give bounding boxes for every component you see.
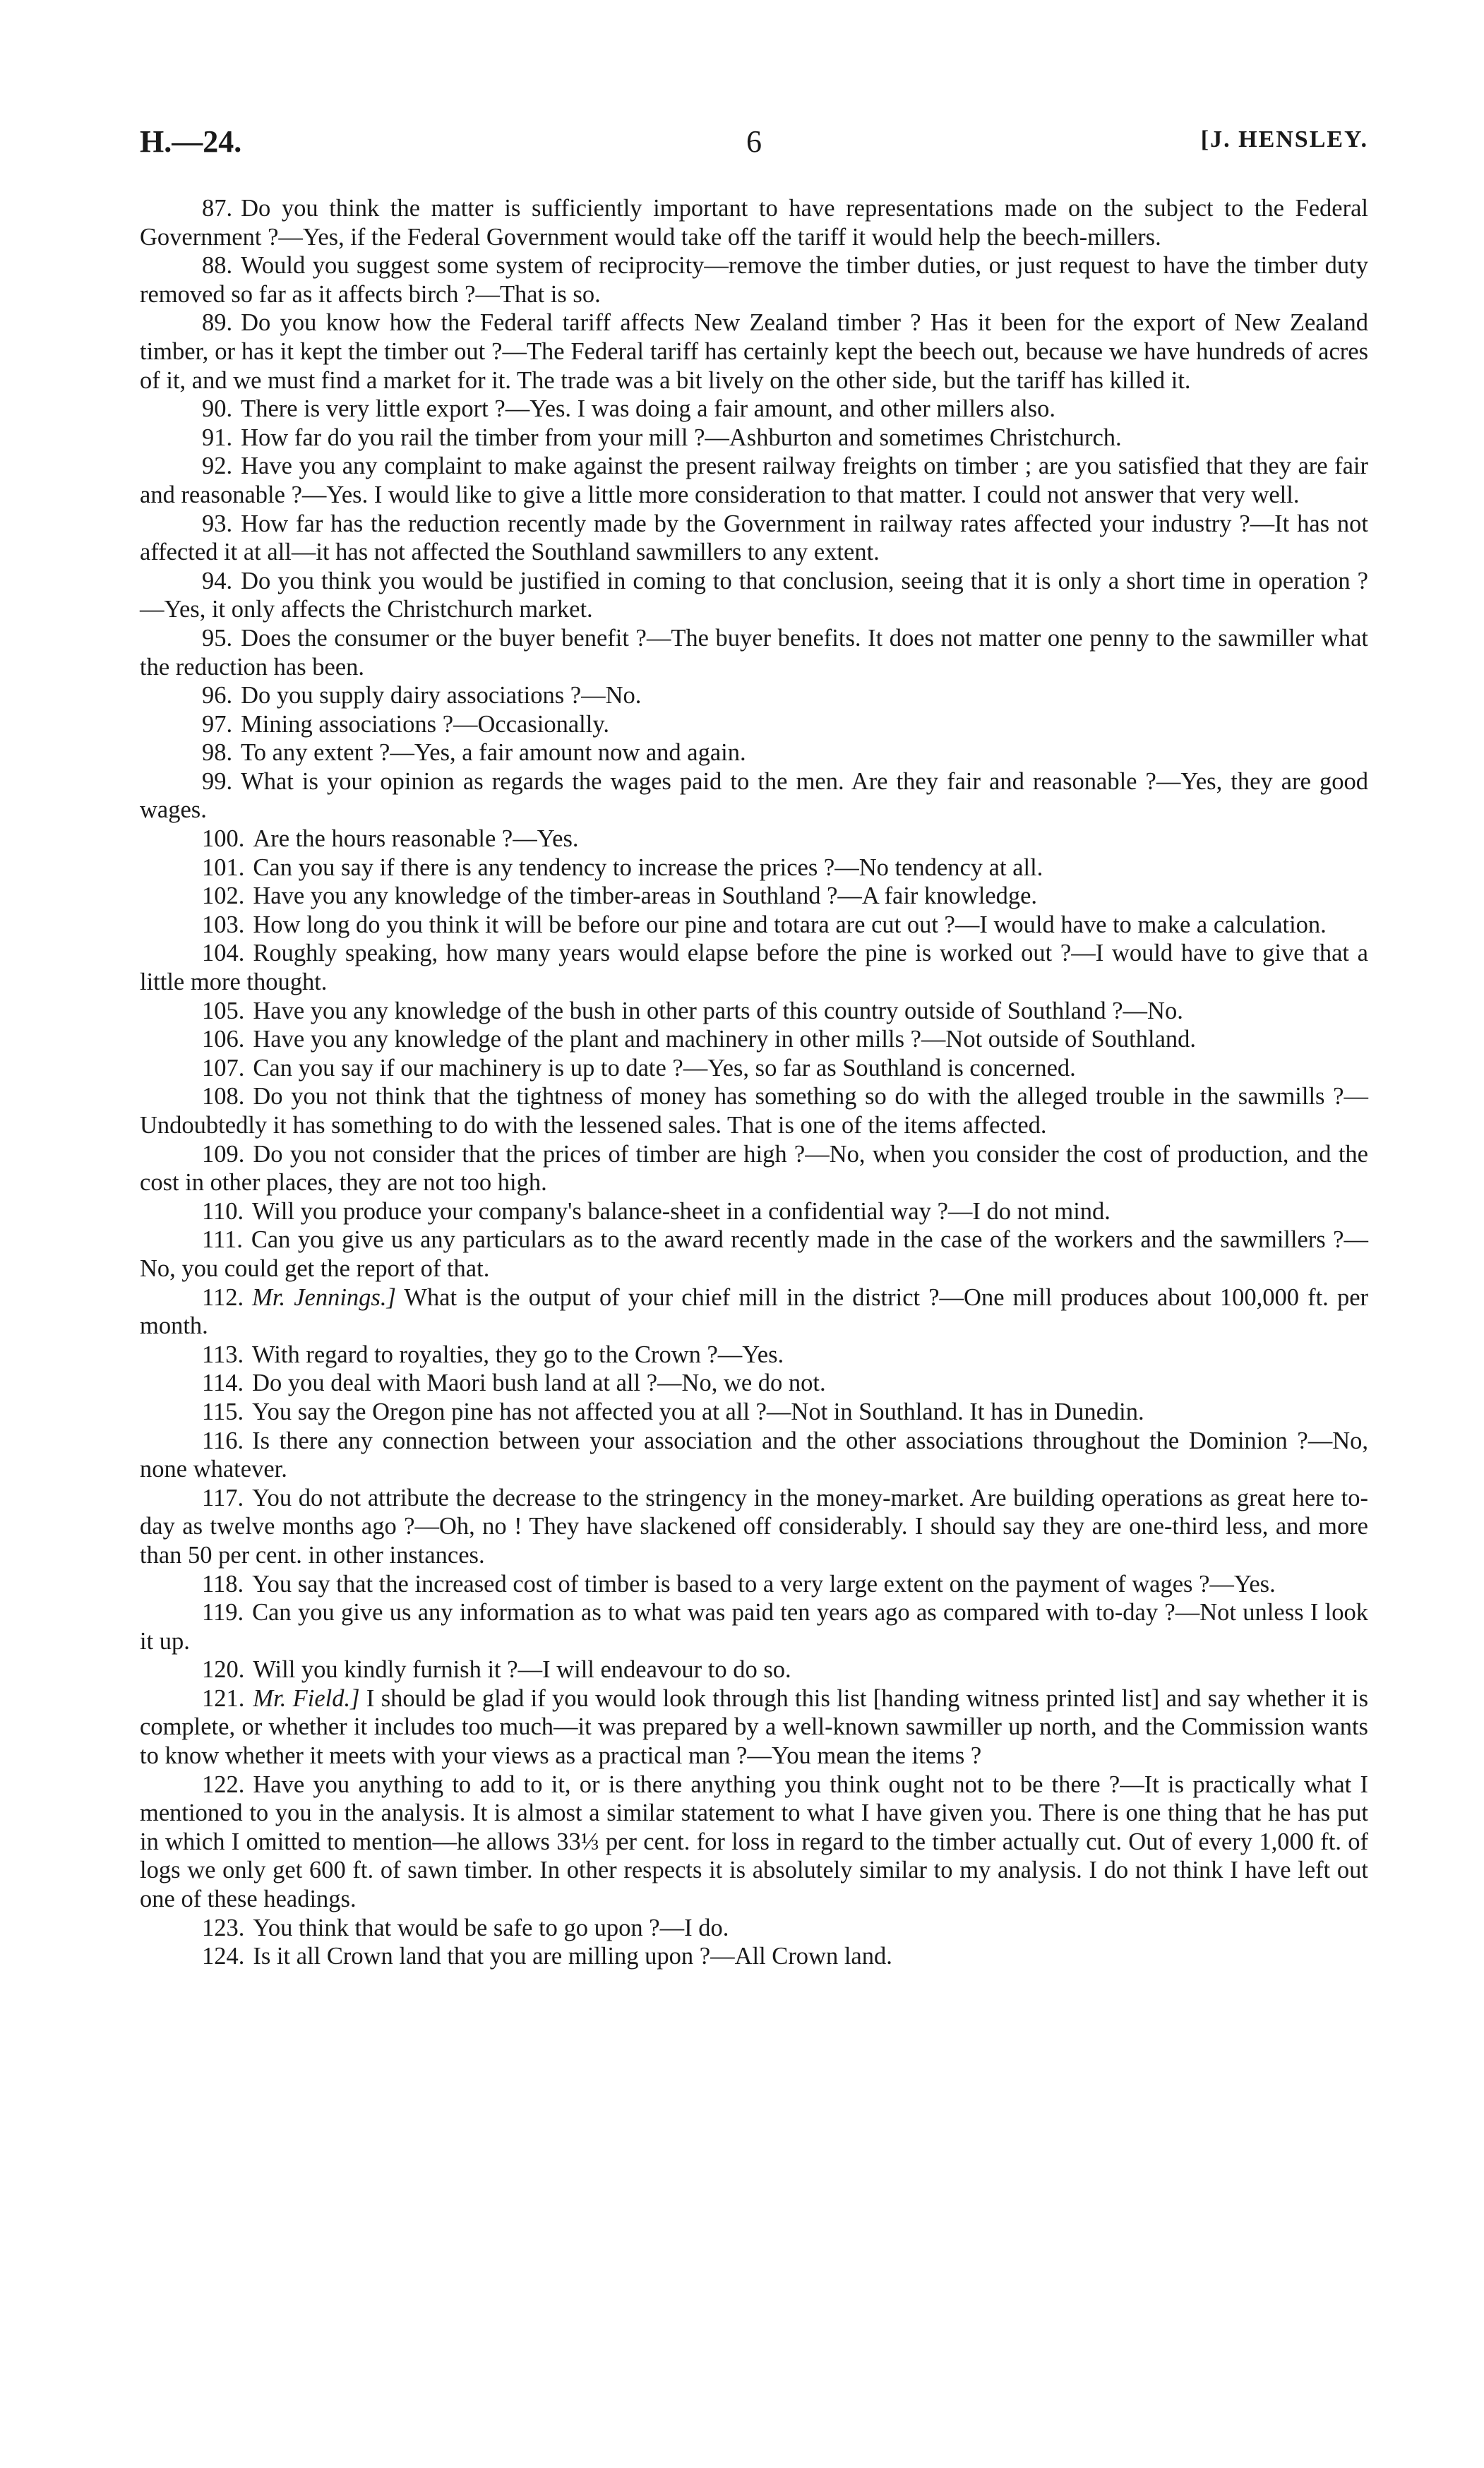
question-text: You say that the increased cost of timber is based to a very large extent on the payment of wages ?—Yes. [252,1570,1276,1598]
question-number: 116. [202,1427,244,1454]
question-text: Do you know how the Federal tariff affects New Zealand timber ? Has it been for the export of New Zealand timber, or has it kept the timber out ?—The Federal tariff has certainly kept the beech out, because we have hundreds of acres of it, and we must find a market for it. The trade was a bit lively on the other side, but the tariff has killed it. [140,309,1368,394]
question-paragraph [140,825,1368,853]
question-text: Have you any knowledge of the bush in other parts of this country outside of Southland ?—No. [253,997,1183,1024]
question-paragraph [140,1942,1368,1971]
question-paragraph [140,452,1368,509]
question-number: 104. [202,940,245,967]
question-paragraph [140,1082,1368,1139]
question-number: 100. [202,825,245,853]
question-paragraph [140,1140,1368,1197]
question-number: 92. [202,453,233,480]
question-paragraph [140,853,1368,882]
question-text: How long do you think it will be before our pine and totara are cut out ?—I would have to make a calculation. [253,911,1327,938]
question-text: Do you not consider that the prices of timber are high ?—No, when you consider the cost of production, and the cost in other places, they are not too high. [140,1140,1368,1197]
question-paragraph [140,308,1368,395]
question-paragraph [140,510,1368,567]
question-paragraph [140,194,1368,251]
speaker-name: Mr. Field.] [253,1684,360,1712]
question-paragraph [140,1025,1368,1054]
question-text: What is the output of your chief mill in the district ?—One mill produces about 100,000 ft. per month. [140,1283,1368,1340]
question-text: How far do you rail the timber from your mill ?—Ashburton and sometimes Christchurch. [241,424,1122,451]
question-number: 87. [202,195,233,222]
question-paragraph [140,1226,1368,1283]
question-text: Is there any connection between your association and the other associations throughout the Dominion ?—No, none whatever. [140,1427,1368,1483]
question-number: 97. [202,710,233,738]
question-number: 98. [202,739,233,767]
question-number: 123. [202,1914,245,1941]
question-number: 113. [202,1341,244,1368]
question-text: Do you not think that the tightness of money has something so do with the alleged trouble in the sawmills ?—Undoubtedly it has something to do with the lessened sales. That is one of the items affected. [140,1083,1368,1139]
question-text: Will you produce your company's balance-sheet in a confidential way ?—I do not mind. [252,1197,1111,1225]
question-paragraph [140,710,1368,739]
question-text: You say the Oregon pine has not affected you at all ?—Not in Southland. It has in Dunedin. [252,1398,1144,1425]
question-number: 111. [202,1226,243,1254]
question-paragraph [140,1655,1368,1684]
question-text: To any extent ?—Yes, a fair amount now and again. [241,739,746,767]
question-paragraph [140,1771,1368,1914]
question-number: 91. [202,424,233,451]
question-paragraph [140,882,1368,911]
question-number: 103. [202,911,245,938]
question-text: What is your opinion as regards the wages paid to the men. Are they fair and reasonable ?—Yes, they are good wages. [140,767,1368,824]
question-text: Have you any knowledge of the plant and machinery in other mills ?—Not outside of Southland. [253,1026,1197,1053]
page-header [140,124,1368,166]
question-paragraph [140,911,1368,940]
question-text: With regard to royalties, they go to the Crown ?—Yes. [252,1341,784,1368]
question-paragraph [140,681,1368,710]
question-paragraph [140,1914,1368,1943]
question-text: Do you think you would be justified in coming to that conclusion, seeing that it is only a short time in operation ?—Yes, it only affects the Christchurch market. [140,567,1368,623]
question-text: Have you any knowledge of the timber-areas in Southland ?—A fair knowledge. [253,882,1038,910]
question-number: 117. [202,1484,244,1511]
question-paragraph [140,567,1368,624]
question-text: I should be glad if you would look through this list [handing witness printed list] and say whether it is complete, or whether it includes too much—it was prepared by a well-known sawmiller up north, and the Commission wants to know whether it meets with your views as a practical man ?—You mean the items ? [140,1684,1369,1770]
question-number: 107. [202,1054,245,1082]
question-number: 96. [202,682,233,709]
question-paragraph [140,1598,1368,1655]
question-paragraph [140,1197,1368,1226]
question-paragraph [140,624,1368,681]
question-text: Can you say if there is any tendency to increase the prices ?—No tendency at all. [253,853,1043,881]
question-text: Mining associations ?—Occasionally. [241,710,609,738]
question-number: 102. [202,882,245,910]
question-number: 89. [202,309,233,337]
question-text: Would you suggest some system of reciprocity—remove the timber duties, or just request to have the timber duty removed so far as it affects birch ?—That is so. [140,252,1368,308]
report-code: H.—24. [140,124,242,159]
question-number: 112. [202,1283,244,1311]
question-number: 108. [202,1083,245,1110]
question-number: 118. [202,1570,244,1598]
question-text: Can you give us any information as to what was paid ten years ago as compared with to-day ?—Not unless I look it up. [140,1599,1368,1655]
question-paragraph [140,738,1368,767]
question-number: 101. [202,853,245,881]
question-number: 109. [202,1140,245,1168]
question-paragraph [140,1570,1368,1599]
question-paragraph [140,1054,1368,1083]
question-number: 121. [202,1684,245,1712]
question-number: 99. [202,767,233,795]
question-text: Do you supply dairy associations ?—No. [241,682,642,709]
question-text: Have you anything to add to it, or is there anything you think ought not to be there ?—It is practically what I mentioned to you in the analysis. It is almost a similar statement to what I have given you. There is one thing that he has put in which I omitted to mention—he allows 33⅓ per cent. for loss in regard to the timber actually cut. Out of every 1,000 ft. of logs we only get 600 ft. of sawn timber. In other respects it is absolutely similar to my analysis. I do not think I have left out one of these headings. [140,1771,1368,1913]
question-paragraph [140,395,1368,424]
question-text: There is very little export ?—Yes. I was doing a fair amount, and other millers also. [241,395,1056,423]
speaker-name: Mr. Jennings.] [252,1283,396,1311]
question-paragraph [140,1684,1368,1771]
question-paragraph [140,251,1368,308]
question-number: 106. [202,1026,245,1053]
question-text: Can you say if our machinery is up to date ?—Yes, so far as Southland is concerned. [253,1054,1076,1082]
question-paragraph [140,1427,1368,1484]
question-number: 95. [202,624,233,652]
question-text: Have you any complaint to make against the present railway freights on timber ; are you satisfied that they are fair and reasonable ?—Yes. I would like to give a little more consideration to that matter. I could not answer that very well. [140,453,1368,508]
question-number: 94. [202,567,233,594]
question-text: Roughly speaking, how many years would elapse before the pine is worked out ?—I would have to give that a little more thought. [140,940,1368,996]
question-paragraph [140,939,1368,996]
question-text: You think that would be safe to go upon ?—I do. [253,1914,729,1941]
question-text: Does the consumer or the buyer benefit ?—The buyer benefits. It does not matter one penny to the sawmiller what the reduction has been. [140,624,1368,681]
question-number: 114. [202,1370,244,1397]
question-number: 110. [202,1197,244,1225]
testimony-body [140,194,1368,1971]
question-number: 88. [202,252,233,280]
question-paragraph [140,1398,1368,1427]
question-paragraph [140,1341,1368,1370]
question-paragraph [140,1283,1368,1341]
question-text: Are the hours reasonable ?—Yes. [253,825,579,853]
question-text: How far has the reduction recently made by the Government in railway rates affected your industry ?—It has not affected it at all—it has not affected the Southland sawmillers to any extent. [140,510,1368,566]
question-number: 124. [202,1943,245,1970]
question-text: Can you give us any particulars as to the award recently made in the case of the workers and the sawmillers ?—No, you could get the report of that. [140,1226,1368,1282]
question-paragraph [140,997,1368,1026]
question-paragraph [140,767,1368,825]
question-text: Do you deal with Maori bush land at all ?—No, we do not. [252,1370,826,1397]
question-paragraph [140,1369,1368,1398]
question-number: 122. [202,1771,245,1798]
question-number: 93. [202,510,233,537]
question-text: Will you kindly furnish it ?—I will endeavour to do so. [253,1656,791,1684]
page-number: 6 [746,124,762,159]
question-text: Is it all Crown land that you are milling upon ?—All Crown land. [253,1943,892,1970]
question-number: 90. [202,395,233,423]
question-paragraph [140,424,1368,453]
question-text: You do not attribute the decrease to the stringency in the money-market. Are building operations as great here to-day as twelve months ago ?—Oh, no ! They have slackened off considerably. I should say they are one-third less, and more than 50 per cent. in other instances. [140,1484,1368,1569]
question-number: 105. [202,997,245,1024]
witness-name: [J. HENSLEY. [1200,126,1368,152]
question-number: 120. [202,1656,245,1684]
question-paragraph [140,1484,1368,1570]
question-text: Do you think the matter is sufficiently important to have representations made on the subject to the Federal Government ?—Yes, if the Federal Government would take off the tariff it would help the beech-millers. [140,195,1368,251]
question-number: 119. [202,1599,244,1627]
question-number: 115. [202,1398,244,1425]
